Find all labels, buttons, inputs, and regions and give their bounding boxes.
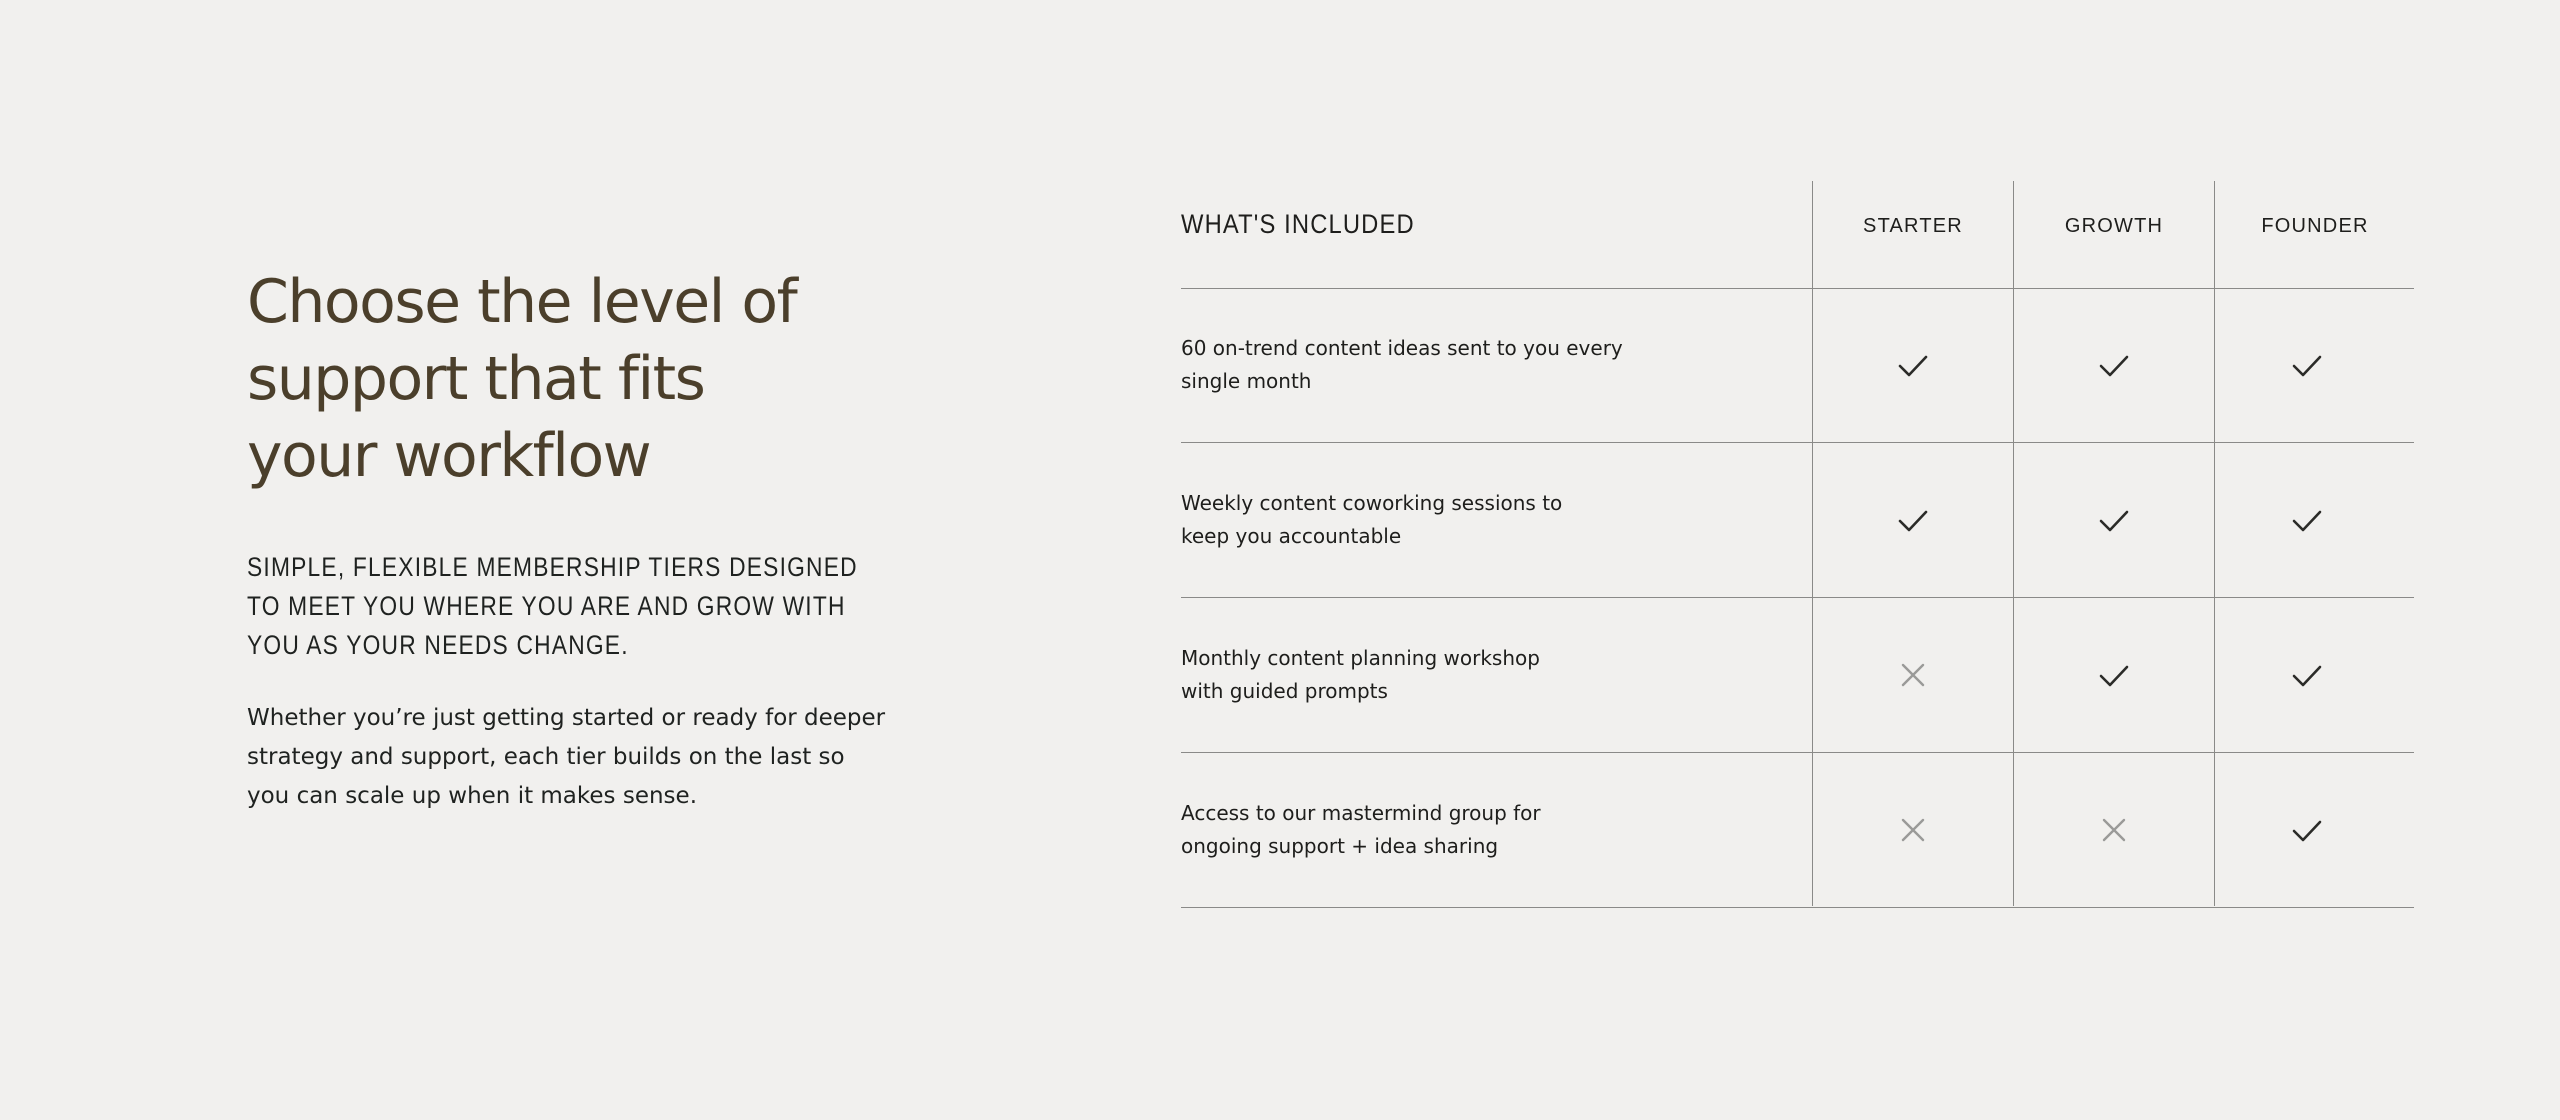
- headline-line: support that fits: [247, 344, 705, 414]
- page-headline: [247, 264, 947, 495]
- table-row: [1181, 598, 2414, 753]
- tier-comparison-table: [1181, 183, 2414, 908]
- feature-description: [1181, 642, 1540, 708]
- check-icon: [2291, 349, 2323, 381]
- check-icon: [1897, 349, 1929, 381]
- subheading-line: YOU AS YOUR NEEDS CHANGE.: [247, 630, 629, 660]
- column-divider: [2214, 181, 2215, 906]
- body-line: you can scale up when it makes sense.: [247, 783, 698, 809]
- feature-line: single month: [1181, 369, 1312, 393]
- feature-line: Monthly content planning workshop: [1181, 646, 1540, 670]
- whats-included-heading: WHAT'S INCLUDED: [1181, 209, 1415, 239]
- feature-line: ongoing support + idea sharing: [1181, 834, 1499, 858]
- body-line: strategy and support, each tier builds on the last so: [247, 744, 845, 770]
- intro-subheading: [247, 548, 909, 665]
- table-row: [1181, 288, 2414, 443]
- x-icon: [2098, 814, 2130, 846]
- column-divider: [2013, 181, 2014, 906]
- headline-line: Choose the level of: [247, 267, 797, 337]
- check-icon: [2098, 659, 2130, 691]
- table-header-row: [1181, 183, 2414, 289]
- x-icon: [1897, 659, 1929, 691]
- check-icon: [2291, 814, 2323, 846]
- headline-line: your workflow: [247, 421, 651, 491]
- tier-label-starter: STARTER: [1863, 215, 1963, 237]
- feature-description: [1181, 487, 1562, 553]
- check-icon: [2098, 504, 2130, 536]
- subheading-line: SIMPLE, FLEXIBLE MEMBERSHIP TIERS DESIGNED: [247, 552, 858, 582]
- feature-line: 60 on-trend content ideas sent to you every: [1181, 336, 1623, 360]
- table-row: [1181, 443, 2414, 598]
- check-icon: [1897, 504, 1929, 536]
- x-icon: [1897, 814, 1929, 846]
- feature-description: [1181, 332, 1623, 398]
- feature-description: [1181, 797, 1541, 863]
- intro-section: [247, 264, 947, 816]
- tier-label-founder: FOUNDER: [2261, 215, 2369, 237]
- check-icon: [2098, 349, 2130, 381]
- feature-line: with guided prompts: [1181, 679, 1388, 703]
- table-row: [1181, 753, 2414, 908]
- tier-label-growth: GROWTH: [2064, 215, 2164, 237]
- intro-body-text: [247, 699, 947, 816]
- feature-line: keep you accountable: [1181, 524, 1402, 548]
- column-divider: [1812, 181, 1813, 906]
- check-icon: [2291, 504, 2323, 536]
- body-line: Whether you’re just getting started or ready for deeper: [247, 705, 886, 731]
- feature-line: Weekly content coworking sessions to: [1181, 491, 1563, 515]
- feature-line: Access to our mastermind group for: [1181, 801, 1541, 825]
- subheading-line: TO MEET YOU WHERE YOU ARE AND GROW WITH: [247, 591, 846, 621]
- check-icon: [2291, 659, 2323, 691]
